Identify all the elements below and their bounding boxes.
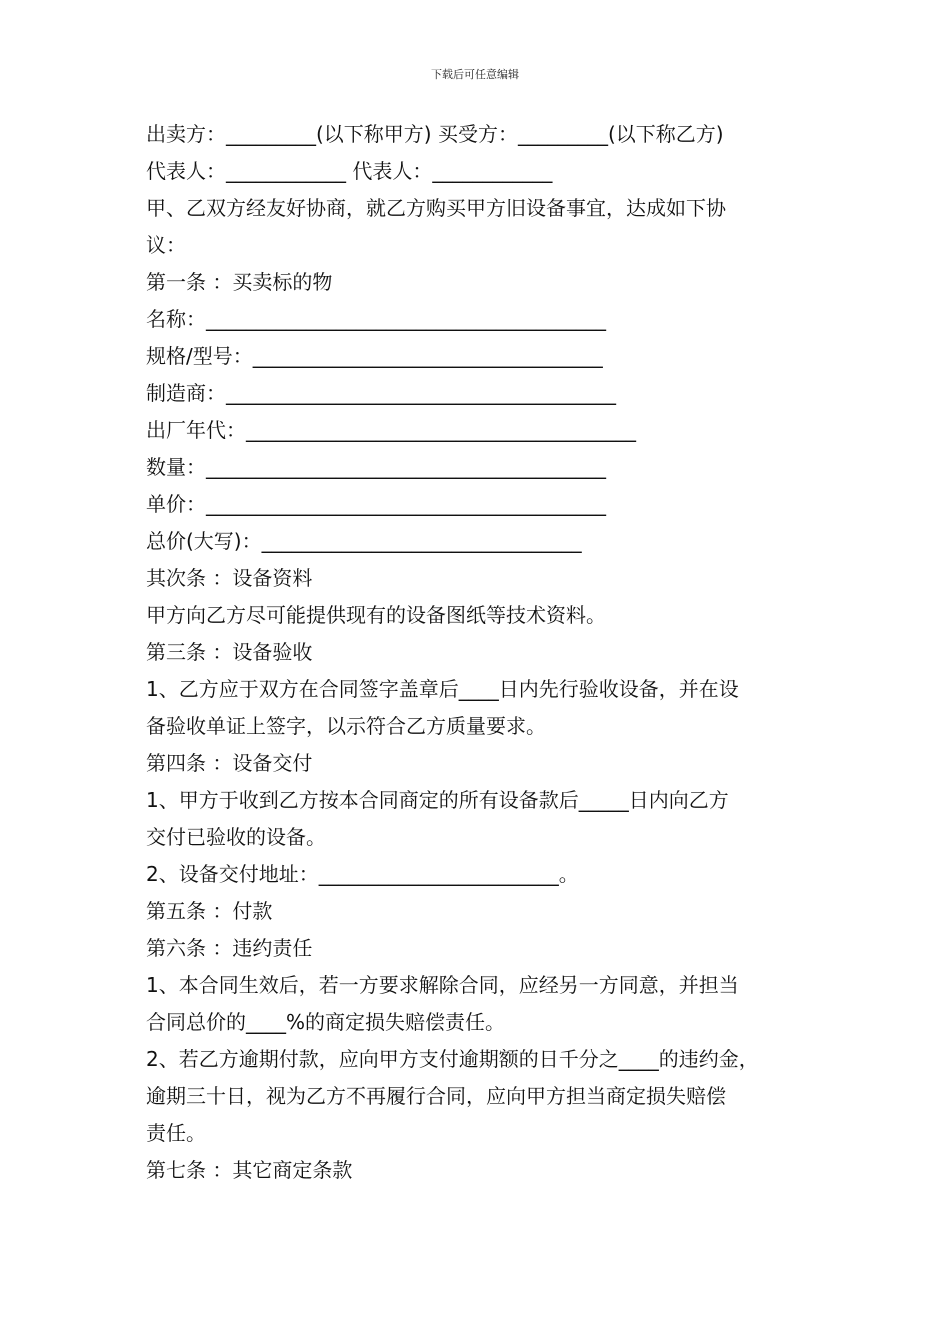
article-6-heading: 第六条 ：违约责任 (146, 936, 313, 960)
article-4-clause-1-line-2: 交付已验收的设备。 (146, 825, 326, 849)
production-year-field-line: 出厂年代：_______________________________________ (146, 418, 636, 442)
article-4-heading: 第四条 ：设备交付 (146, 751, 313, 775)
article-1-heading: 第一条 ：买卖标的物 (146, 270, 333, 294)
seller-buyer-line: 出卖方：_________(以下称甲方) 买受方：_________(以下称乙方) (146, 122, 724, 146)
preamble-line-2: 议： (146, 233, 186, 257)
page-header-note: 下载后可任意编辑 (431, 68, 519, 81)
article-3-clause-1-line-1: 1、乙方应于双方在合同签字盖章后____日内先行验收设备，并在设 (146, 677, 739, 701)
unit-price-field-line: 单价：________________________________________ (146, 492, 606, 516)
representatives-line: 代表人：____________ 代表人：____________ (146, 159, 553, 183)
article-7-heading: 第七条 ：其它商定条款 (146, 1158, 353, 1182)
article-6-clause-2-line-2: 逾期三十日，视为乙方不再履行合同，应向甲方担当商定损失赔偿 (146, 1084, 726, 1108)
model-field-line: 规格/型号：___________________________________ (146, 344, 603, 368)
quantity-field-line: 数量：________________________________________ (146, 455, 606, 479)
contract-body (146, 116, 836, 1189)
preamble-line-1: 甲、乙双方经友好协商，就乙方购买甲方旧设备事宜，达成如下协 (146, 196, 726, 220)
article-5-heading: 第五条 ：付款 (146, 899, 273, 923)
article-2-heading: 其次条 ：设备资料 (146, 566, 313, 590)
total-price-field-line: 总价(大写)：________________________________ (146, 529, 582, 553)
manufacturer-field-line: 制造商：_______________________________________ (146, 381, 616, 405)
article-2-text: 甲方向乙方尽可能提供现有的设备图纸等技术资料。 (146, 603, 606, 627)
article-6-clause-1-line-1: 1、本合同生效后，若一方要求解除合同，应经另一方同意，并担当 (146, 973, 739, 997)
article-3-clause-1-line-2: 备验收单证上签字，以示符合乙方质量要求。 (146, 714, 546, 738)
article-6-clause-2-line-3: 责任。 (146, 1121, 206, 1145)
article-4-clause-1-line-1: 1、甲方于收到乙方按本合同商定的所有设备款后_____日内向乙方 (146, 788, 729, 812)
article-4-clause-2: 2、设备交付地址：________________________。 (146, 862, 579, 886)
article-6-clause-1-line-2: 合同总价的____%的商定损失赔偿责任。 (146, 1010, 506, 1034)
article-3-heading: 第三条 ：设备验收 (146, 640, 313, 664)
name-field-line: 名称：________________________________________ (146, 307, 606, 331)
article-6-clause-2-line-1: 2、若乙方逾期付款，应向甲方支付逾期额的日千分之____的违约金， (146, 1047, 759, 1071)
